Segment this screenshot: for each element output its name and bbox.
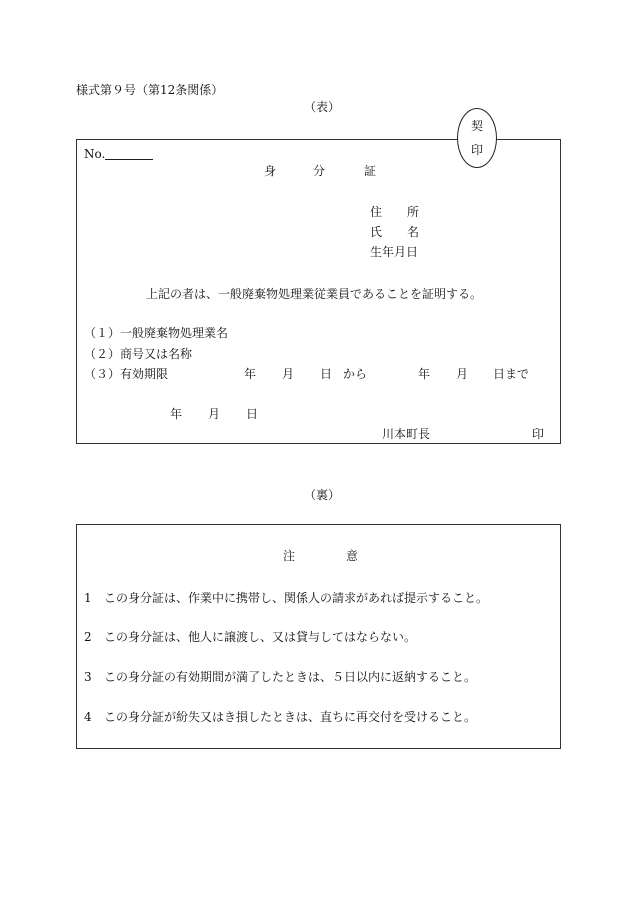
seal-char-2: 印 (471, 143, 484, 157)
title-char-1: 身 (264, 164, 277, 178)
note-item (84, 711, 476, 723)
title-char-3: 証 (364, 164, 377, 178)
seal-char-1: 契 (471, 119, 484, 133)
title-char-2: 分 (313, 164, 326, 178)
note-item (84, 592, 488, 604)
validity-start-day: 日 (320, 367, 333, 381)
name-label-1: 氏 (370, 225, 383, 239)
note-text: この身分証は、作業中に携帯し、関係人の請求があれば提示すること。 (104, 591, 489, 605)
note-number: 2 (84, 630, 92, 644)
validity-start-year: 年 (244, 367, 257, 381)
no-underline (105, 148, 153, 160)
validity-end-month: 月 (456, 367, 469, 381)
issue-year: 年 (170, 407, 183, 421)
no-label: No. (84, 147, 106, 161)
address-label-2: 所 (407, 205, 420, 219)
issue-day: 日 (246, 407, 259, 421)
issuer-name: 川本町長 (382, 427, 431, 441)
note-number: 4 (84, 710, 92, 724)
note-text: この身分証の有効期間が満了したときは、５日以内に返納すること。 (104, 670, 477, 684)
issuer-stamp: 印 (532, 427, 545, 441)
item-trade-name: （２）商号又は名称 (84, 347, 193, 361)
issue-month: 月 (208, 407, 221, 421)
back-card (76, 524, 561, 749)
notes-title-char-2: 意 (346, 549, 359, 563)
front-card (76, 139, 561, 444)
front-label: （表） (304, 100, 341, 114)
validity-from: から (343, 367, 368, 381)
validity-start-month: 月 (282, 367, 295, 381)
validity-end-year: 年 (418, 367, 431, 381)
item-business-name: （１）一般廃棄物処理業名 (84, 326, 229, 340)
note-text: この身分証が紛失又はき損したときは、直ちに再交付を受けること。 (104, 710, 477, 724)
birthdate-label: 生年月日 (370, 245, 419, 259)
note-text: この身分証は、他人に譲渡し、又は貸与してはならない。 (104, 630, 417, 644)
validity-until: 日まで (493, 367, 530, 381)
form-title: 様式第９号（第12条関係） (76, 83, 224, 97)
item-validity-label: （３）有効期限 (84, 367, 169, 381)
contract-seal (457, 108, 497, 168)
no-field (84, 148, 153, 160)
note-item (84, 631, 416, 643)
certify-text: 上記の者は、一般廃棄物処理業従業員であることを証明する。 (146, 287, 483, 301)
back-label: （裏） (304, 488, 341, 502)
note-item (84, 671, 476, 683)
note-number: 1 (84, 591, 92, 605)
notes-title-char-1: 注 (283, 549, 296, 563)
note-number: 3 (84, 670, 92, 684)
name-label-2: 名 (407, 225, 420, 239)
address-label-1: 住 (370, 205, 383, 219)
